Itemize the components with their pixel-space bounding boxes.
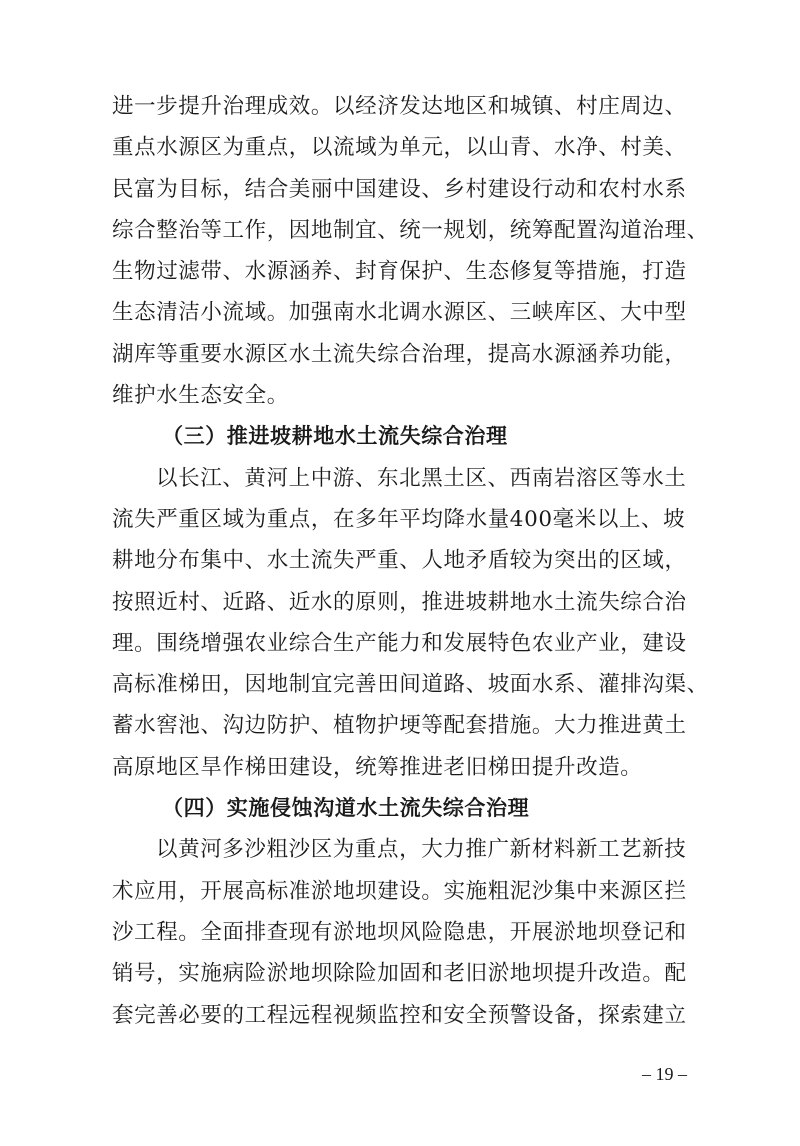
text-line: 术应用，开展高标准淤地坝建设。实施粗泥沙集中来源区拦 — [112, 878, 687, 904]
text-line: 流失严重区域为重点，在多年平均降水量400毫米以上、坡 — [112, 506, 686, 532]
text-line: 湖库等重要水源区水土流失综合治理，提高水源涵养功能， — [112, 341, 687, 367]
text-line: 高标准梯田，因地制宜完善田间道路、坡面水系、灌排沟渠、 — [112, 672, 709, 698]
text-line: 理。围绕增强农业综合生产能力和发展特色农业产业，建设 — [112, 630, 687, 656]
text-line: 沙工程。全面排查现有淤地坝风险隐患，开展淤地坝登记和 — [112, 919, 687, 945]
page-number: – 19 – — [642, 1064, 687, 1084]
text-line: 维护水生态安全。 — [112, 383, 289, 409]
text-line: 高原地区旱作梯田建设，统筹推进老旧梯田提升改造。 — [112, 754, 643, 780]
text-line: 民富为目标，结合美丽中国建设、乡村建设行动和农村水系 — [112, 176, 687, 202]
text-line: 重点水源区为重点，以流域为单元，以山青、水净、村美、 — [112, 135, 687, 161]
section-heading-4: （四）实施侵蚀沟道水土流失综合治理 — [162, 796, 530, 821]
section-4-paragraph — [112, 829, 694, 1035]
text-line: 蓄水窖池、沟边防护、植物护埂等配套措施。大力推进黄土 — [112, 713, 687, 739]
text-line: 进一步提升治理成效。以经济发达地区和城镇、村庄周边、 — [112, 94, 687, 119]
text-line: 综合整治等工作，因地制宜、统一规划，统筹配置沟道治理、 — [112, 217, 709, 243]
text-line: 耕地分布集中、水土流失严重、人地矛盾较为突出的区域， — [112, 548, 687, 574]
paragraph-continuation — [112, 86, 709, 416]
text-line: 销号，实施病险淤地坝除险加固和老旧淤地坝提升改造。配 — [112, 961, 687, 987]
text-line: 以黄河多沙粗沙区为重点，大力推广新材料新工艺新技 — [156, 837, 687, 863]
text-line: 生物过滤带、水源涵养、封育保护、生态修复等措施，打造 — [112, 259, 687, 285]
section-3-paragraph — [112, 458, 709, 788]
text-line: 套完善必要的工程远程视频监控和安全预警设备，探索建立 — [112, 1002, 687, 1028]
text-line: 生态清洁小流域。加强南水北调水源区、三峡库区、大中型 — [112, 300, 687, 326]
document-body — [112, 86, 709, 1036]
text-line: 以长江、黄河上中游、东北黑土区、西南岩溶区等水土 — [156, 465, 687, 491]
text-line: 按照近村、近路、近水的原则，推进坡耕地水土流失综合治 — [112, 589, 687, 615]
section-heading-3: （三）推进坡耕地水土流失综合治理 — [162, 424, 508, 449]
